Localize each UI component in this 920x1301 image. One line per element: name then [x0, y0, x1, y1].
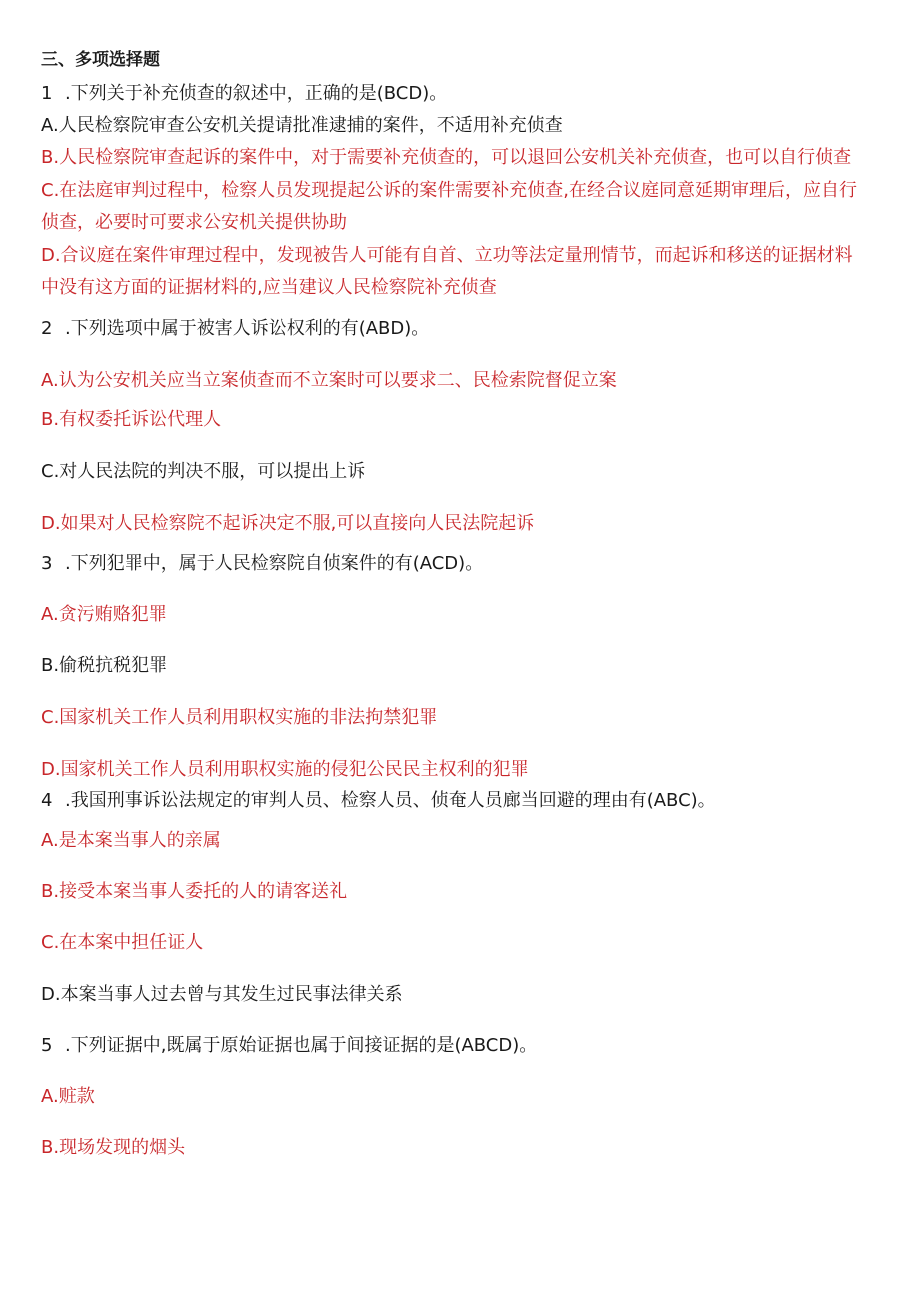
question-number: 3 [41, 553, 53, 574]
question-5-stem [41, 1034, 537, 1058]
q1-option-c-line-1: C.在法庭审判过程中，检察人员发现提起公诉的案件需要补充侦查,在经合议庭同意延期审理后，应自行 [41, 180, 858, 201]
question-2-stem [41, 317, 429, 341]
question-text: .下列犯罪中，属于人民检察院自侦案件的有(ACD)。 [65, 553, 484, 574]
question-number: 5 [41, 1035, 53, 1056]
question-number: 2 [41, 318, 53, 339]
q4-option-c: C.在本案中担任证人 [41, 932, 204, 953]
q3-option-d: D.国家机关工作人员利用职权实施的侵犯公民民主权利的犯罪 [41, 759, 529, 780]
q1-option-d-line-2: 中没有这方面的证据材料的,应当建议人民检察院补充侦查 [41, 277, 497, 298]
q2-option-d: D.如果对人民检察院不起诉决定不服,可以直接向人民法院起诉 [41, 513, 535, 534]
q2-option-b: B.有权委托诉讼代理人 [41, 409, 222, 430]
question-text: .下列选项中属于被害人诉讼权利的有(ABD)。 [65, 318, 430, 339]
question-text: .下列关于补充侦查的叙述中，正确的是(BCD)。 [65, 83, 448, 104]
q1-option-c-line-2: 侦查，必要时可要求公安机关提供协助 [41, 212, 347, 233]
q5-option-a: A.赃款 [41, 1086, 95, 1107]
q3-option-a: A.贪污贿赂犯罪 [41, 604, 167, 625]
q2-option-a: A.认为公安机关应当立案侦查而不立案时可以要求二、民检索院督促立案 [41, 370, 617, 391]
q1-option-b: B.人民检察院审查起诉的案件中，对于需要补充侦查的，可以退回公安机关补充侦查，也可以自行侦查 [41, 147, 852, 168]
q1-option-a: A.人民检察院审查公安机关提请批准逮捕的案件，不适用补充侦查 [41, 115, 563, 136]
q4-option-b: B.接受本案当事人委托的人的请客送礼 [41, 881, 348, 902]
q4-option-d: D.本案当事人过去曾与其发生过民事法律关系 [41, 984, 403, 1005]
question-1-stem [41, 82, 447, 106]
question-text: .下列证据中,既属于原始证据也属于间接证据的是(ABCD)。 [65, 1035, 538, 1056]
question-number: 4 [41, 790, 53, 811]
q3-option-b: B.偷税抗税犯罪 [41, 655, 168, 676]
question-4-stem [41, 789, 716, 813]
q4-option-a: A.是本案当事人的亲属 [41, 830, 221, 851]
q5-option-b: B.现场发现的烟头 [41, 1137, 186, 1158]
question-text: .我国刑事诉讼法规定的审判人员、检察人员、侦奄人员廊当回避的理由有(ABC)。 [65, 790, 716, 811]
q1-option-d-line-1: D.合议庭在案件审理过程中，发现被告人可能有自首、立功等法定量刑情节，而起诉和移送的证据材料 [41, 245, 853, 266]
q2-option-c: C.对人民法院的判决不服，可以提出上诉 [41, 461, 366, 482]
q3-option-c: C.国家机关工作人员利用职权实施的非法拘禁犯罪 [41, 707, 438, 728]
question-number: 1 [41, 83, 53, 104]
section-title: 三、多项选择题 [41, 50, 160, 70]
question-3-stem [41, 552, 483, 576]
